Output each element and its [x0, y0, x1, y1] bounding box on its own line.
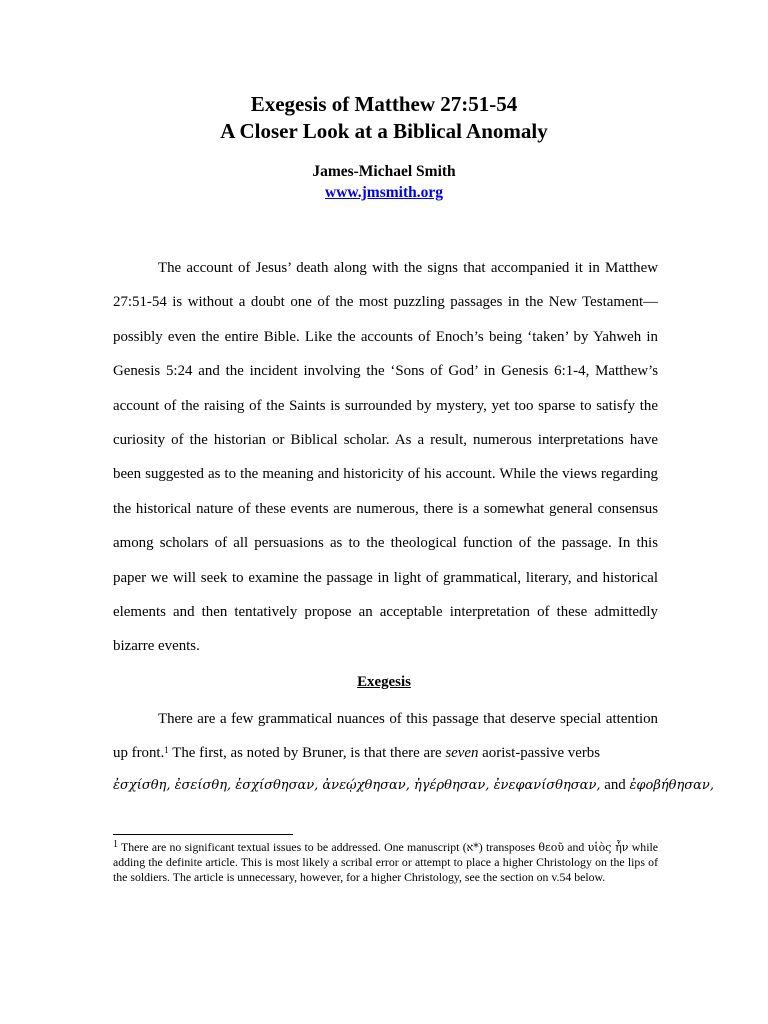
emphasis-seven: seven — [445, 745, 479, 762]
footnote-divider — [113, 834, 293, 835]
footnote-greek-2: υἱὸς ἦν — [587, 841, 629, 854]
exegesis-text-3: aorist-passive verbs — [478, 745, 601, 762]
footnote-text-4: while adding the definite article. This is most likely a scribal error or attempt to place a higher Christology on the lips of the soldiers. The article is unnecessary, however, for a higher Christology, see the section on v.54 below. — [113, 840, 658, 884]
manuscript-sigla: א* — [466, 841, 479, 854]
footnote-1 — [113, 840, 658, 884]
website-link-wrapper — [0, 183, 768, 203]
footnote-greek-1: θεοῦ — [538, 841, 565, 854]
greek-last-verb: ἐφοβήθησαν, — [629, 778, 714, 793]
footnote-number: 1 — [113, 839, 118, 850]
greek-connector: and — [600, 777, 630, 793]
section-heading-exegesis: Exegesis — [357, 674, 411, 690]
footnote-text-3: and — [564, 840, 588, 854]
exegesis-text-2: The first, as noted by Bruner, is that there are — [168, 745, 446, 762]
exegesis-text-1: There are a few grammatical nuances of this passage that deserve special attention up front. — [113, 711, 658, 762]
title-line-1: Exegesis of Matthew 27:51-54 — [250, 92, 518, 116]
website-link[interactable]: www.jmsmith.org — [325, 184, 443, 201]
footnote-reference[interactable]: 1 — [164, 745, 169, 756]
title-line-2: A Closer Look at a Biblical Anomaly — [220, 119, 548, 143]
exegesis-paragraph — [113, 702, 658, 771]
intro-paragraph: The account of Jesus’ death along with the signs that accompanied it in Matthew 27:51-54 is without a doubt one of the most puzzling passages in the New Testament—possibly even the entire Bible. Like the accounts of Enoch’s being ‘taken’ by Yahweh in Genesis 5:24 and the incident involving the ‘Sons of God’ in Genesis 6:1-4, Matthew’s account of the raising of the Saints is surrounded by mystery, yet too sparse to satisfy the curiosity of the historian or Biblical scholar. As a result, numerous interpretations have been suggested as to the meaning and historicity of his account. While the views regarding the historical nature of these events are numerous, there is a somewhat general consensus among scholars of all persuasions as to the theological function of the passage. In this paper we will seek to examine the passage in light of grammatical, literary, and historical elements and then tentatively propose an acceptable interpretation of these admittedly bizarre events. — [113, 260, 658, 655]
author-name: James-Michael Smith — [312, 163, 456, 180]
greek-verbs: ἐσχίσθη, ἐσείσθη, ἐσχίσθησαν, ἀνεῴχθησαν, ἠγέρθησαν, ἐνεφανίσθησαν, — [113, 778, 601, 793]
footnote-text-1: There are no significant textual issues to be addressed. One manuscript ( — [118, 840, 467, 854]
greek-verb-list — [113, 775, 714, 796]
footnote-text-2: ) transposes — [478, 840, 539, 854]
